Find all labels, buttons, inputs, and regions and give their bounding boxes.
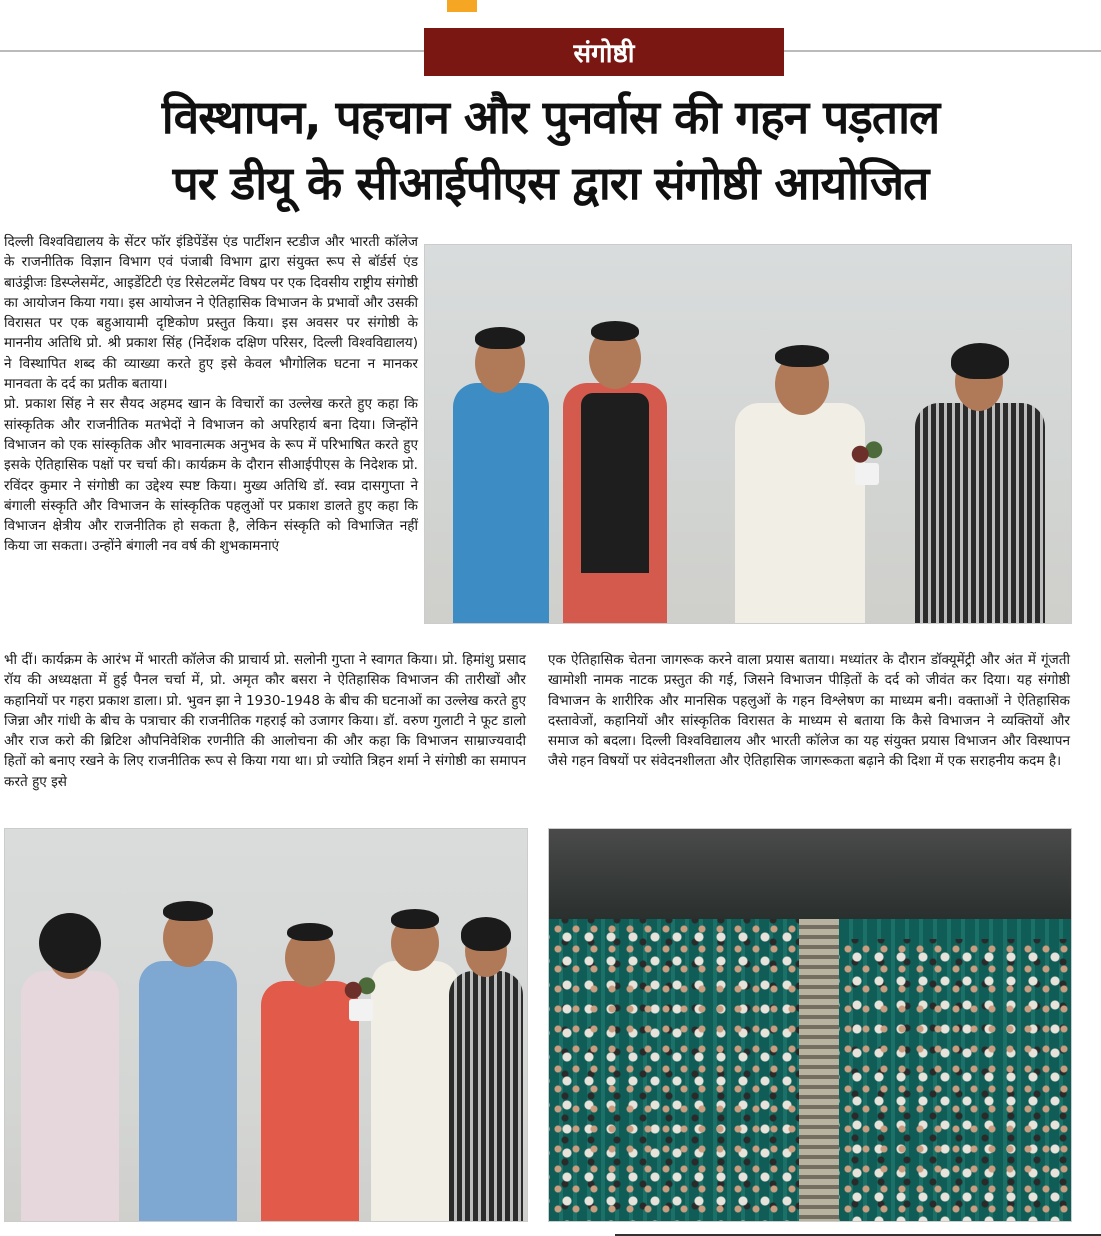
plant-icon [850,441,884,463]
article-paragraph-2: प्रो. प्रकाश सिंह ने सर सैयद अहमद खान के विचारों का उल्लेख करते हुए कहा कि सांस्कृतिक और राजनीतिक मतभेदों ने विभाजन को अपरिहार्य बना दिया। जिन्होंने विभाजन को एक सांस्कृतिक और भावनात्मक अनुभव के रूप में परिभाषित करते हुए इसके ऐतिहासिक पक्षों पर चर्चा की। कार्यक्रम के दौरान सीआईपीएस के निदेशक प्रो. रविंदर कुमार ने संगोष्ठी का उद्देश्य स्पष्ट किया। मुख्य अतिथि डॉ. स्वप्न दासगुप्ता ने बंगाली संस्कृति और विभाजन के सांस्कृतिक पहलुओं पर प्रकाश डालते हुए कहा कि विभाजन क्षेत्रीय और राजनीतिक हो सकता है, लेकिन संस्कृति को विभाजित नहीं किया जा सकता। उन्होंने बंगाली नव वर्ष की शुभकामनाएं [4,396,418,555]
headline-line-1: विस्थापन, पहचान और पुनर्वास की गहन पड़ताल [161,90,940,144]
photo-audience [548,828,1072,1222]
person-figure [15,891,125,1221]
section-label: संगोष्ठी [424,28,784,76]
audience-crowd [549,919,799,1221]
article-paragraph-1: दिल्ली विश्वविद्यालय के सेंटर फॉर इंडिपेंडेंस एंड पार्टीशन स्टडीज और भारती कॉलेज के राजनीतिक विज्ञान विभाग एवं पंजाबी विभाग द्वारा संयुक्त रूप से बॉर्डर्स एंड बाउंड्रीजः डिस्प्लेसमेंट, आइडेंटिटी एंड रिसेटलमेंट विषय पर एक दिवसीय राष्ट्रीय संगोष्ठी का आयोजन किया गया। इस आयोजन ने ऐतिहासिक विभाजन के प्रभावों और उसकी विरासत पर एक बहुआयामी दृष्टिकोण प्रस्तुत किया। इस अवसर पर संगोष्ठी के माननीय अतिथि प्रो. श्री प्रकाश सिंह (निर्देशक दक्षिण परिसर, दिल्ली विश्वविद्यालय) ने विस्थापित शब्द की व्याख्या करते हुए इसे केवल भौगोलिक घटना न मानकर मानवता के दर्द का प्रतीक बताया। [4,234,418,393]
person-figure [445,891,525,1221]
person-figure [725,323,875,623]
person-figure [555,303,675,623]
article-paragraph-4: एक ऐतिहासिक चेतना जागरूक करने वाला प्रयास बताया। मध्यांतर के दौरान डॉक्यूमेंट्री और अंत में गूंजती खामोशी नामक नाटक प्रस्तुत की गई, जिसने विभाजन पीड़ितों के दर्द को जीवंत कर दिया। यह संगोष्ठी विभाजन के शारीरिक और मानसिक पहलुओं के गहन विश्लेषण का माध्यम बनी। वक्ताओं ने ऐतिहासिक दस्तावेजों, कहानियों और सांस्कृतिक विरासत के माध्यम से बताया कि कैसे विभाजन ने व्यक्तियों और समाज को बदला। दिल्ली विश्वविद्यालय और भारती कॉलेज का यह संयुक्त प्रयास विभाजन और विस्थापन जैसे गहन विषयों पर संवेदनशीलता और ऐतिहासिक जागरूकता बढ़ाने की दिशा में एक सराहनीय कदम है। [548,652,1070,770]
person-figure [905,313,1055,623]
article-column-left [4,232,418,557]
article-column-right [548,650,1070,772]
plant-pot-icon [349,999,373,1021]
person-figure [255,901,365,1221]
headline [0,84,1101,216]
article-paragraph-3: भी दीं। कार्यक्रम के आरंभ में भारती कॉलेज की प्राचार्य प्रो. सलोनी गुप्ता ने स्वागत किया। प्रो. हिमांशु प्रसाद रॉय की अध्यक्षता में हुई पैनल चर्चा में, प्रो. अमृत कौर बसरा ने ऐतिहासिक विभाजन की तारीखों और कहानियों पर गहरा प्रकाश डाला। प्रो. भुवन झा ने 1930-1948 के बीच की घटनाओं का उल्लेख करते हुए जिन्ना और गांधी के बीच के पत्राचार की राजनीतिक गहराई को उजागर किया। डॉ. वरुण गुलाटी ने फूट डालो और राज करो की ब्रिटिश औपनिवेशिक रणनीति की आलोचना की और कहा कि विभाजन साम्राज्यवादी हितों को बनाए रखने के लिए राजनीतिक रूप से किया गया था। प्रो ज्योति त्रिहन शर्मा ने संगोष्ठी का समापन करते हुए इसे [4,652,526,790]
audience-crowd [839,939,1071,1221]
plant-icon [343,977,377,999]
photo-group [4,828,528,1222]
article-column-wide [4,650,526,792]
plant-pot-icon [855,463,879,485]
person-figure [445,313,555,623]
headline-line-2: पर डीयू के सीआईपीएस द्वारा संगोष्ठी आयोजित [172,156,929,210]
auditorium-wall [549,829,1071,919]
photo-felicitation [424,244,1072,624]
person-figure [133,881,243,1221]
top-accent-bar [447,0,477,12]
